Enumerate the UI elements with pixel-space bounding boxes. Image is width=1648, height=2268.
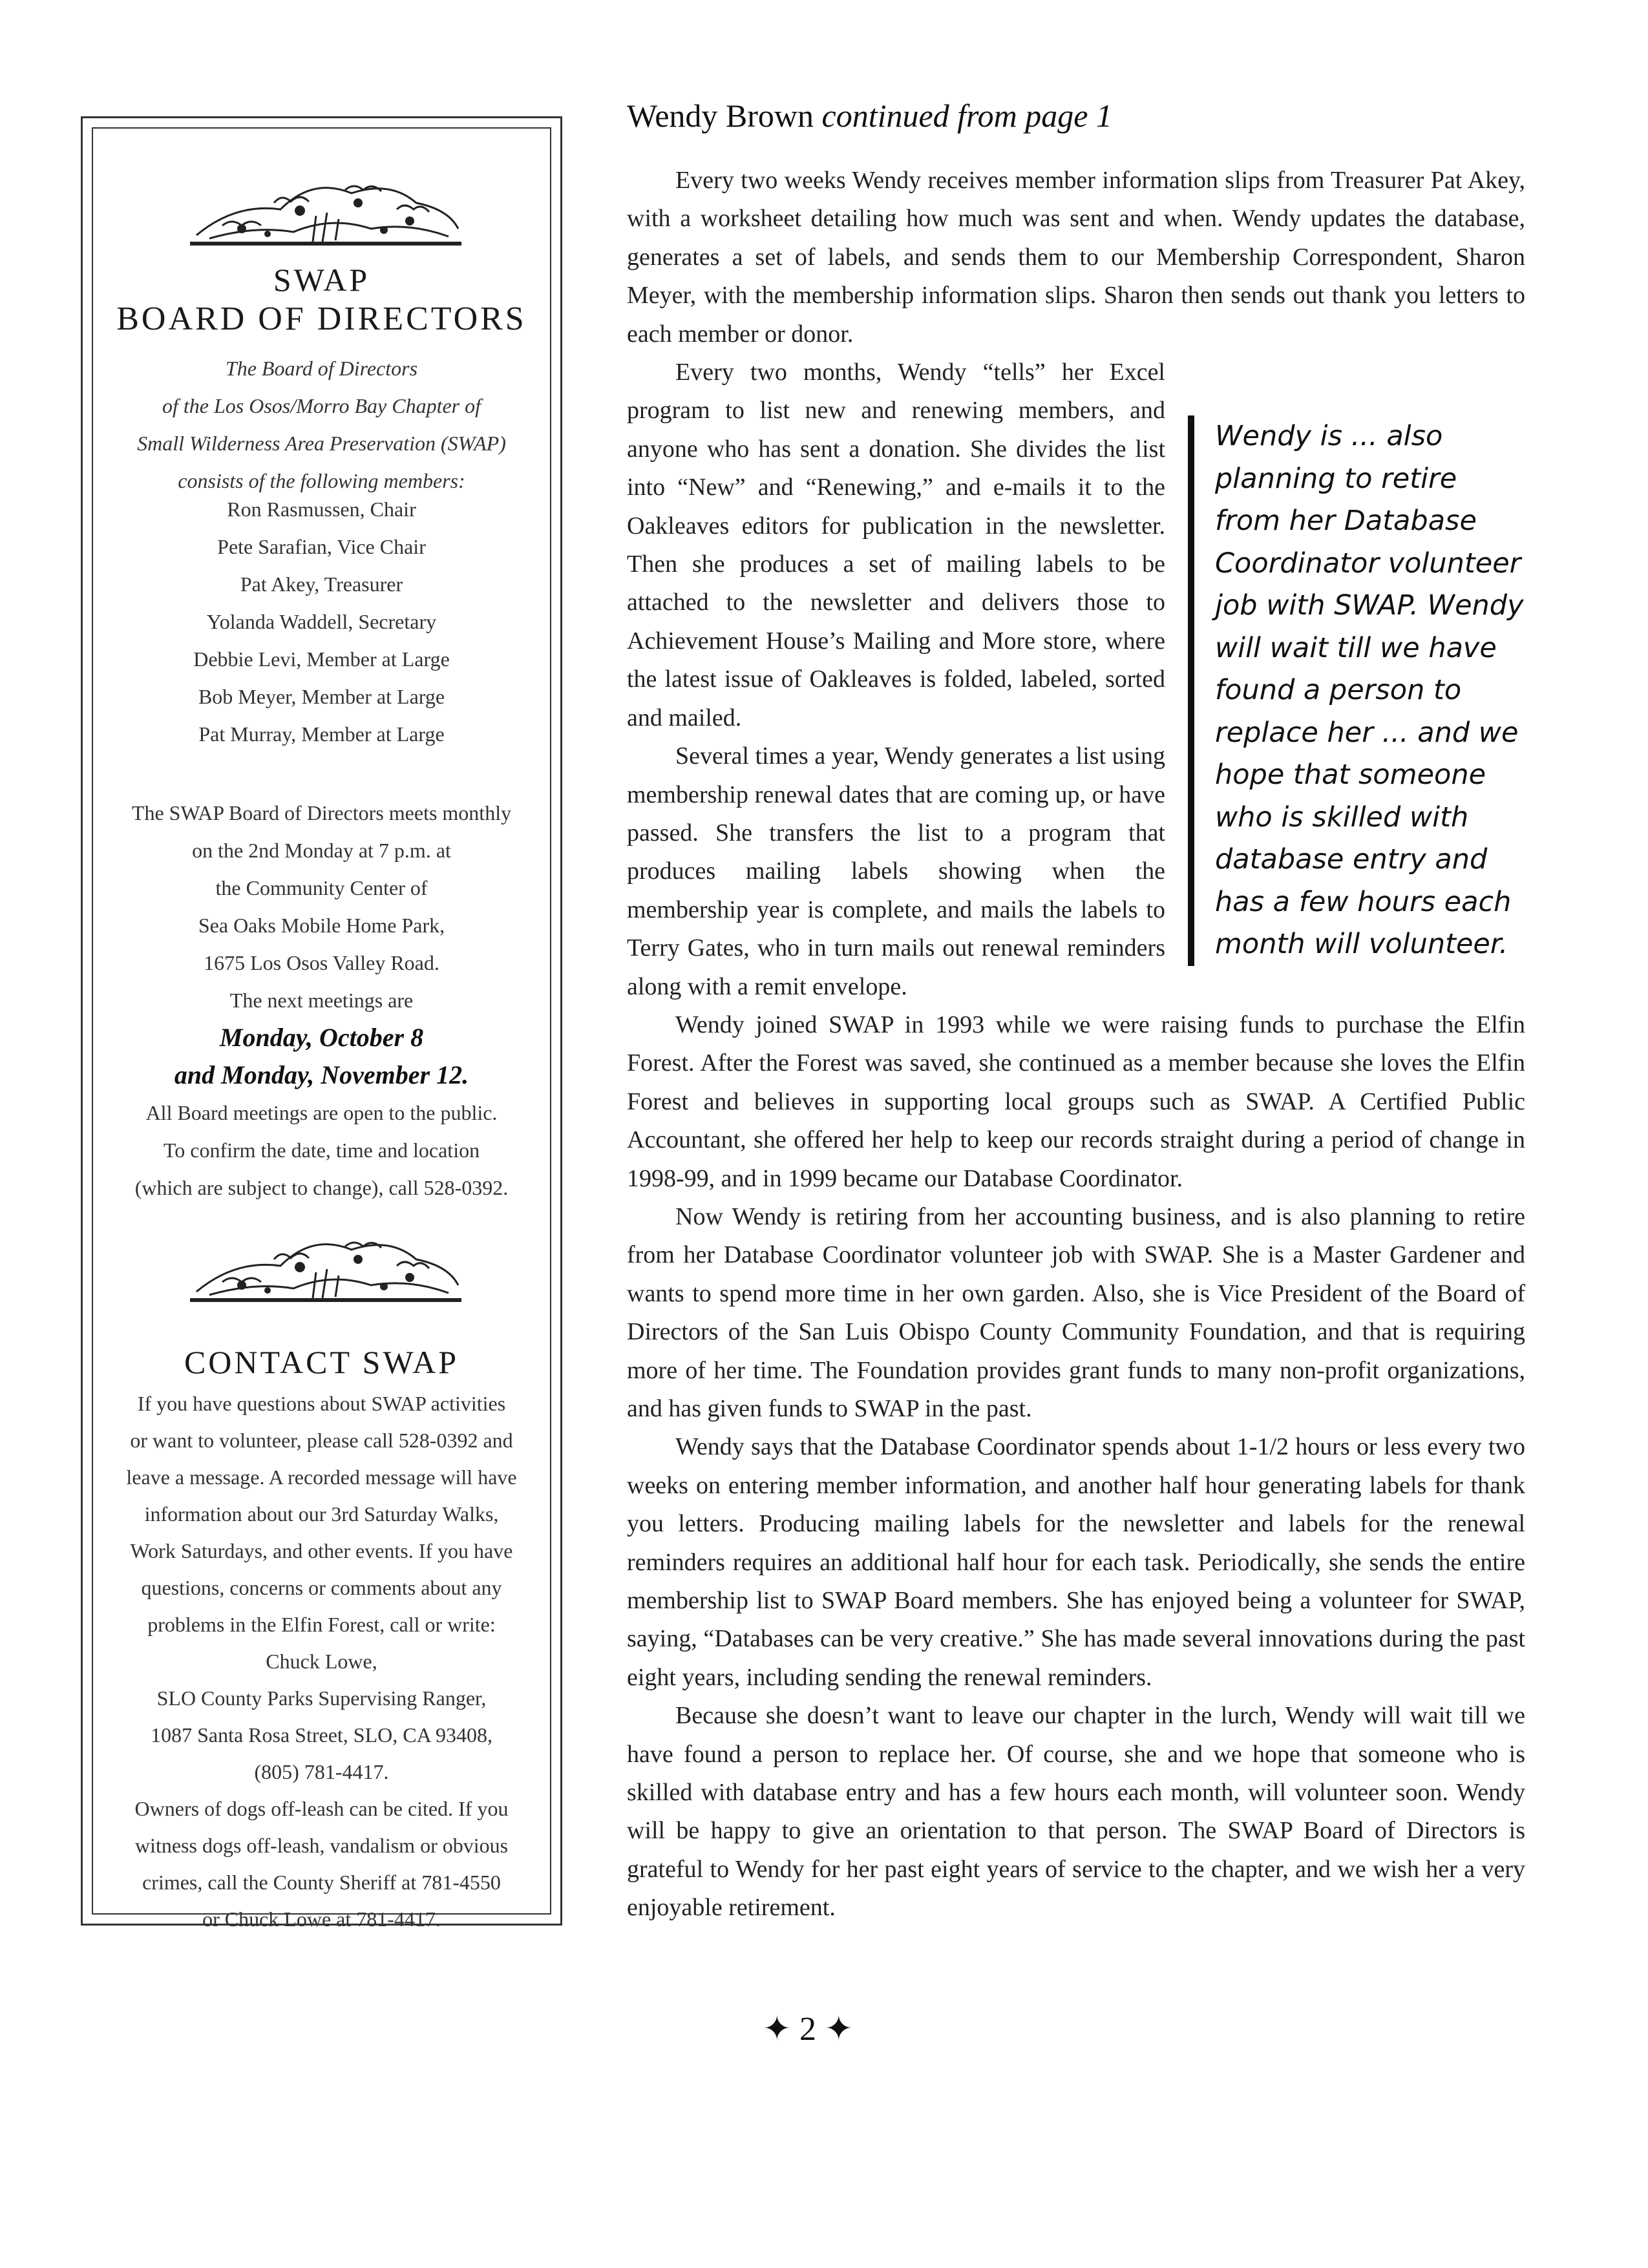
contact-line: or Chuck Lowe at 781-4417. bbox=[202, 1907, 441, 1931]
board-intro-line: The Board of Directors bbox=[225, 357, 418, 380]
article-body bbox=[627, 162, 1525, 1927]
article-paragraph: Because she doesn’t want to leave our chapter in the lurch, Wendy will wait till we have found a person to replace her. Of course, she and we hope that someone who is skilled with database entry and has a few hours each month, will volunteer soon. Wendy will be happy to give an orientation to that person. The SWAP Board of Directors is grateful to Wendy for her past eight years of service to the chapter, and we wish her a very enjoyable retirement. bbox=[627, 1702, 1525, 1922]
board-member-list bbox=[93, 490, 550, 753]
contact-line: witness dogs off-leash, vandalism or obvious bbox=[134, 1834, 509, 1857]
continued-note: continued from page 1 bbox=[821, 98, 1112, 134]
board-member: Pat Murray, Member at Large bbox=[198, 722, 445, 746]
oak-tree-ornament-icon bbox=[184, 164, 468, 255]
contact-line: crimes, call the County Sheriff at 781-4550 bbox=[142, 1871, 501, 1894]
contact-line: or want to volunteer, please call 528-0392 and bbox=[130, 1429, 513, 1452]
pull-quote: Wendy is ... also planning to retire from her Database Coordinator volunteer job with SWAP. Wendy will wait till we have found a person to replace her ... and we hope that someone who is skilled with database entry and has a few hours each month will volunteer. bbox=[1188, 415, 1525, 966]
article-paragraph: Wendy joined SWAP in 1993 while we were raising funds to purchase the Elfin Forest. After the Forest was saved, she continued as a member because she loves the Elfin Forest and believes in supporting local groups such as SWAP. A Certified Public Accountant, she offered her help to keep our records straight during a period of change in 1998-99, and in 1999 became our Database Coordinator. bbox=[627, 1011, 1525, 1192]
contact-info bbox=[103, 1385, 540, 1938]
board-intro-line: of the Los Osos/Morro Bay Chapter of bbox=[162, 394, 481, 417]
contact-line: problems in the Elfin Forest, call or write: bbox=[147, 1613, 496, 1636]
article-paragraph: Several times a year, Wendy generates a list using membership renewal dates that are coming up, or have passed. She transfers the list to a program that produces mailing labels showing when the membership year is complete, and mails the labels to Terry Gates, who in turn mails out renewal reminders along with a remit envelope. bbox=[627, 742, 1165, 1000]
article-paragraph: Every two weeks Wendy receives member information slips from Treasurer Pat Akey, with a worksheet detailing how much was sent and when. Wendy updates the database, generates a set of labels, and sends them to our Membership Correspondent, Sharon Meyer, with the membership information slips. Sharon then sends out thank you letters to each member or donor. bbox=[627, 167, 1525, 348]
meeting-info bbox=[93, 794, 550, 1206]
article-paragraph: Now Wendy is retiring from her accounting business, and is also planning to retire from her Database Coordinator volunteer job with SWAP. She is a Master Gardener and wants to spend more time in her own garden. Also, she is Vice President of the Board of Directors of the San Luis Obispo County Community Foundation, and that is requiring more of her time. The Foundation provides grant funds to many non-profit organizations, and has given funds to SWAP in the past. bbox=[627, 1202, 1525, 1422]
contact-line: leave a message. A recorded message will have bbox=[126, 1465, 517, 1489]
board-intro-line: consists of the following members: bbox=[178, 469, 465, 492]
contact-line: information about our 3rd Saturday Walks, bbox=[144, 1502, 499, 1526]
meeting-line: 1675 Los Osos Valley Road. bbox=[204, 951, 439, 974]
swap-heading: SWAP bbox=[273, 262, 370, 298]
board-member: Yolanda Waddell, Secretary bbox=[206, 610, 437, 633]
meeting-date: and Monday, November 12. bbox=[174, 1060, 469, 1089]
sidebar-box bbox=[81, 116, 562, 1931]
meeting-line: The next meetings are bbox=[229, 989, 414, 1012]
contact-line: (805) 781-4417. bbox=[254, 1760, 389, 1783]
board-member: Ron Rasmussen, Chair bbox=[227, 498, 416, 521]
board-member: Debbie Levi, Member at Large bbox=[193, 647, 450, 671]
board-member: Bob Meyer, Member at Large bbox=[198, 685, 445, 708]
meeting-note: All Board meetings are open to the public. bbox=[145, 1101, 498, 1124]
meeting-line: the Community Center of bbox=[215, 876, 428, 899]
oak-tree-ornament-icon bbox=[184, 1221, 468, 1311]
board-of-directors-heading: BOARD OF DIRECTORS bbox=[116, 300, 527, 337]
meeting-note: To confirm the date, time and location bbox=[163, 1139, 480, 1162]
board-intro-line: Small Wilderness Area Preservation (SWAP) bbox=[137, 432, 506, 455]
meeting-line: The SWAP Board of Directors meets monthly bbox=[131, 801, 512, 824]
article-paragraph: Every two months, Wendy “tells” her Excel program to list new and renewing members, and anyone who has sent a donation. She divides the list into “New” and “Renewing,” and e-mails it to the Oakleaves editors for publication in the newsletter. Then she produces a set of mailing labels to be attached to the newsletter and delivers those to Achievement House’s Mailing and More store, where the latest issue of Oakleaves is folded, labeled, sorted and mailed. bbox=[627, 359, 1165, 731]
meeting-line: Sea Oaks Mobile Home Park, bbox=[198, 914, 445, 937]
board-member: Pete Sarafian, Vice Chair bbox=[217, 535, 426, 558]
board-member: Pat Akey, Treasurer bbox=[240, 572, 403, 596]
contact-line: SLO County Parks Supervising Ranger, bbox=[156, 1686, 487, 1710]
page-number: ✦ 2 ✦ bbox=[763, 2011, 853, 2048]
sidebar-inner-border bbox=[92, 127, 551, 1931]
board-intro bbox=[93, 350, 550, 499]
article-paragraph: Wendy says that the Database Coordinator spends about 1-1/2 hours or less every two weeks on entering member information, and another half hour generating labels for thank you letters. Producing mailing labels for the newsletter and labels for the renewal reminders requires an additional half hour for each task. Periodically, she sends the entire membership list to SWAP Board members. She has enjoyed being a volunteer for SWAP, saying, “Databases can be very creative.” She has made several innovations during the past eight years, including sending the renewal reminders. bbox=[627, 1433, 1525, 1691]
contact-line: Work Saturdays, and other events. If you have bbox=[130, 1539, 513, 1562]
contact-line: questions, concerns or comments about any bbox=[141, 1576, 502, 1599]
meeting-line: on the 2nd Monday at 7 p.m. at bbox=[192, 839, 451, 862]
article-title bbox=[627, 97, 1112, 134]
contact-swap-heading: CONTACT SWAP bbox=[184, 1344, 460, 1380]
contact-line: Chuck Lowe, bbox=[266, 1650, 377, 1673]
meeting-date: Monday, October 8 bbox=[219, 1023, 424, 1052]
contact-line: If you have questions about SWAP activities bbox=[137, 1392, 506, 1415]
article-title-name: Wendy Brown bbox=[627, 98, 814, 134]
meeting-note: (which are subject to change), call 528-0392. bbox=[134, 1176, 509, 1199]
contact-line: 1087 Santa Rosa Street, SLO, CA 93408, bbox=[151, 1723, 492, 1747]
contact-line: Owners of dogs off-leash can be cited. If you bbox=[134, 1797, 509, 1820]
